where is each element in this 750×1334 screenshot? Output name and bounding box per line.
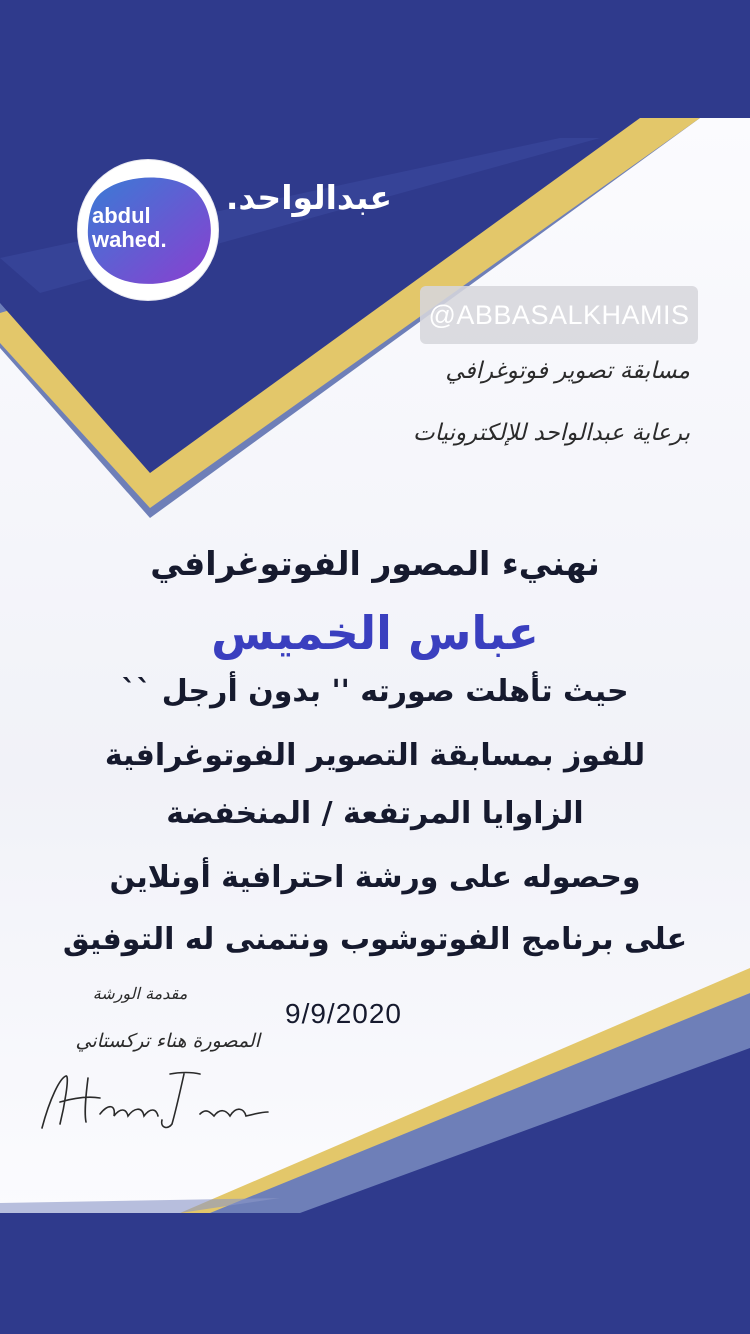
logo-english-text: abdul wahed. bbox=[92, 203, 167, 252]
presenter-label: مقدمة الورشة bbox=[92, 984, 188, 1003]
body-line-5: على برنامج الفوتوشوب ونتمنى له التوفيق bbox=[62, 922, 688, 957]
body-line-3: الزاوايا المرتفعة / المنخفضة bbox=[166, 796, 584, 831]
logo-arabic-text: عبدالواحد. bbox=[225, 178, 392, 217]
username-watermark: @ABBASALKHAMIS bbox=[420, 286, 698, 344]
certificate bbox=[0, 118, 750, 1213]
brand-logo bbox=[78, 160, 218, 300]
winner-name: عباس الخميس bbox=[211, 606, 539, 660]
handwritten-signature bbox=[30, 1058, 270, 1138]
body-line-1: حيث تأهلت صورته '' بدون أرجل `` bbox=[121, 674, 629, 709]
body-line-2: للفوز بمسابقة التصوير الفوتوغرافية bbox=[104, 738, 646, 773]
body-line-4: وحصوله على ورشة احترافية أونلاين bbox=[109, 860, 641, 895]
certificate-date: 9/9/2020 bbox=[285, 998, 402, 1029]
competition-title: مسابقة تصوير فوتوغرافي bbox=[445, 358, 690, 384]
congratulations-line: نهنيء المصور الفوتوغرافي bbox=[150, 544, 600, 583]
sponsor-line: برعاية عبدالواحد للإلكترونيات bbox=[412, 420, 690, 446]
photographer-name: المصورة هناء تركستاني bbox=[75, 1030, 260, 1052]
